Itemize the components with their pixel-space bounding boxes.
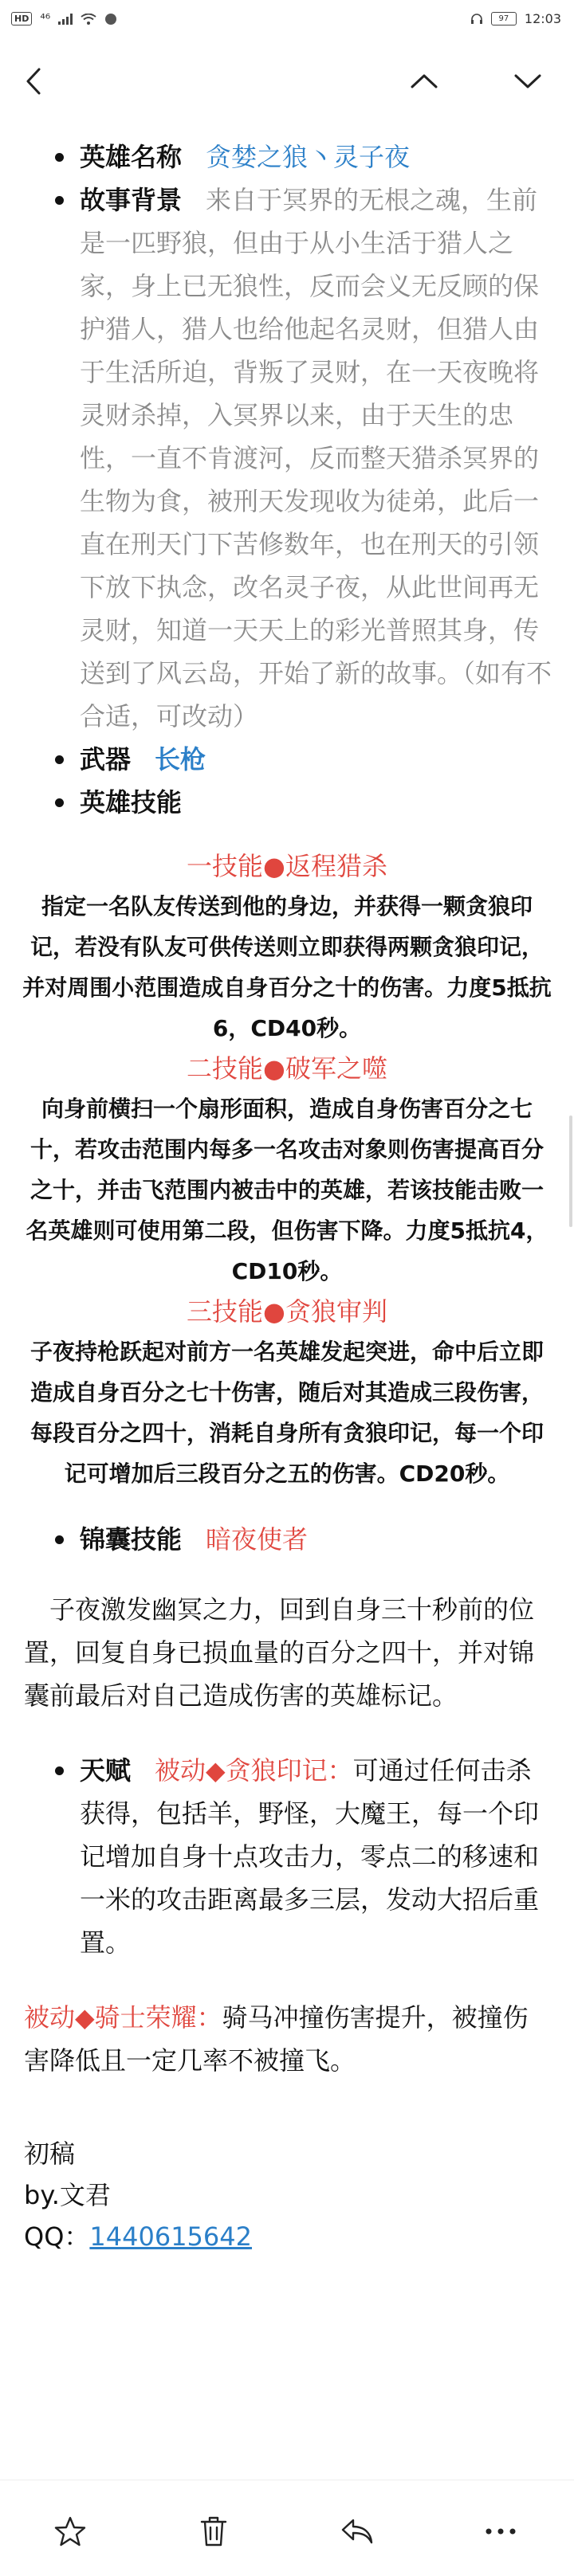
pouch-label: 锦囊技能 [80, 1524, 183, 1555]
chevron-down-icon [513, 73, 542, 90]
hero-name-label: 英雄名称 [80, 142, 183, 172]
signal-text: ⁴⁶ [40, 11, 51, 26]
passive2-desc: 骑马冲撞伤害提升，被撞伤害降低且一定几率不被撞飞。 [24, 2002, 529, 2076]
reply-icon [340, 2517, 374, 2546]
star-icon [54, 2515, 86, 2547]
post-content [0, 135, 574, 2257]
passive2-paragraph [0, 1996, 574, 2082]
signature [0, 2133, 574, 2257]
wifi-icon [81, 14, 96, 25]
hero-name-value: 贪婪之狼丶灵子夜 [206, 142, 411, 172]
pouch-list [0, 1518, 574, 1561]
skill-description: 指定一名队友传送到他的身边，并获得一颗贪狼印记，若没有队友可供传送则立即获得两颗贪狼印记，并对周围小范围造成自身百分之十的伤害。力度5抵抗6，CD40秒。 [22, 893, 552, 1041]
skills-label: 英雄技能 [80, 787, 183, 817]
favorite-button[interactable] [46, 2507, 94, 2555]
pouch-value: 暗夜使者 [206, 1524, 309, 1555]
scroll-down-button[interactable] [507, 61, 548, 102]
weapon-label: 武器 [80, 744, 132, 774]
qq-label: QQ： [24, 2221, 90, 2252]
skill-title: 三技能●贪狼审判 [187, 1296, 387, 1327]
scroll-up-button[interactable] [403, 61, 445, 102]
passive1-title: 被动◆贪狼印记： [155, 1755, 353, 1786]
talent-list [0, 1749, 574, 1964]
clock: 12:03 [524, 11, 561, 26]
hero-info-list [0, 135, 574, 824]
passive2-title: 被动◆骑士荣耀： [24, 2002, 222, 2033]
qq-line [0, 2216, 574, 2257]
skill-block-3 [0, 1292, 574, 1494]
talent-label: 天赋 [80, 1755, 132, 1786]
more-icon [485, 2527, 517, 2535]
talent-item [80, 1749, 574, 1964]
hd-badge: HD [11, 12, 32, 25]
pouch-description: 子夜激发幽冥之力，回到自身三十秒前的位置，回复自身已损血量的百分之四十，并对锦囊前最后对自己造成伤害的英雄标记。 [24, 1594, 535, 1711]
chevron-up-icon [410, 73, 438, 90]
weapon-value: 长枪 [155, 744, 206, 774]
skill-description: 子夜持枪跃起对前方一名英雄发起突进，命中后立即造成自身百分之七十伤害，随后对其造成三段伤害，每段百分之四十，消耗自身所有贪狼印记，每一个印记可增加后三段百分之五的伤害。CD20秒。 [29, 1339, 544, 1487]
author-label: by.文君 [24, 2180, 111, 2210]
weapon-item [80, 738, 574, 781]
status-bar [0, 0, 574, 41]
skill-description: 向身前横扫一个扇形面积，造成自身伤害百分之七十，若攻击范围内每多一名攻击对象则伤害提高百分之十，并击飞范围内被击中的英雄，若该技能击败一名英雄则可使用第二段，但伤害下降。力度5抵抗4，CD10秒。 [26, 1096, 548, 1284]
skill-title: 一技能●返程猎杀 [187, 851, 387, 881]
top-toolbar [0, 49, 574, 113]
qq-number-link[interactable]: 1440615642 [89, 2221, 252, 2252]
status-right [470, 11, 561, 26]
status-left [11, 11, 117, 26]
story-item [80, 178, 574, 738]
pouch-item [80, 1518, 574, 1561]
scrollbar-thumb[interactable] [569, 1115, 572, 1227]
battery-icon: 97 [491, 12, 517, 25]
draft-label: 初稿 [24, 2139, 76, 2169]
story-text: 来自于冥界的无根之魂，生前是一匹野狼，但由于从小生活于猎人之家，身上已无狼性，反而会义无反顾的保护猎人，猎人也给他起名灵财，但猎人由于生活所迫，背叛了灵财，在一天夜晚将灵财杀掉，入冥界以来，由于天生的忠性，一直不肯渡河，反而整天猎杀冥界的生物为食，被刑天发现收为徒弟，此后一直在刑天门下苦修数年，也在刑天的引领下放下执念，改名灵子夜，从此世间再无灵财，知道一天天上的彩光普照其身，传送到了风云岛，开始了新的故事。（如有不合适，可改动） [80, 185, 552, 731]
delete-button[interactable] [190, 2507, 238, 2555]
skill-block-2 [0, 1049, 574, 1292]
skill-title: 二技能●破军之噬 [187, 1053, 387, 1084]
back-arrow-icon [25, 67, 42, 96]
more-button[interactable] [477, 2507, 525, 2555]
signal-icon [58, 14, 73, 25]
headset-icon [470, 13, 483, 25]
skills-item [80, 781, 574, 824]
trash-icon [199, 2515, 228, 2547]
reply-button[interactable] [333, 2507, 381, 2555]
notification-icon [104, 13, 117, 25]
story-label: 故事背景 [80, 185, 183, 215]
back-button[interactable] [13, 61, 54, 102]
hero-name-item [80, 135, 574, 178]
skill-block-1 [0, 846, 574, 1049]
passive1-desc: 可通过任何击杀获得，包括羊，野怪，大魔王，每一个印记增加自身十点攻击力，零点二的移速和一米的攻击距离最多三层，发动大招后重置。 [80, 1755, 540, 1958]
bottom-action-bar [0, 2480, 574, 2576]
